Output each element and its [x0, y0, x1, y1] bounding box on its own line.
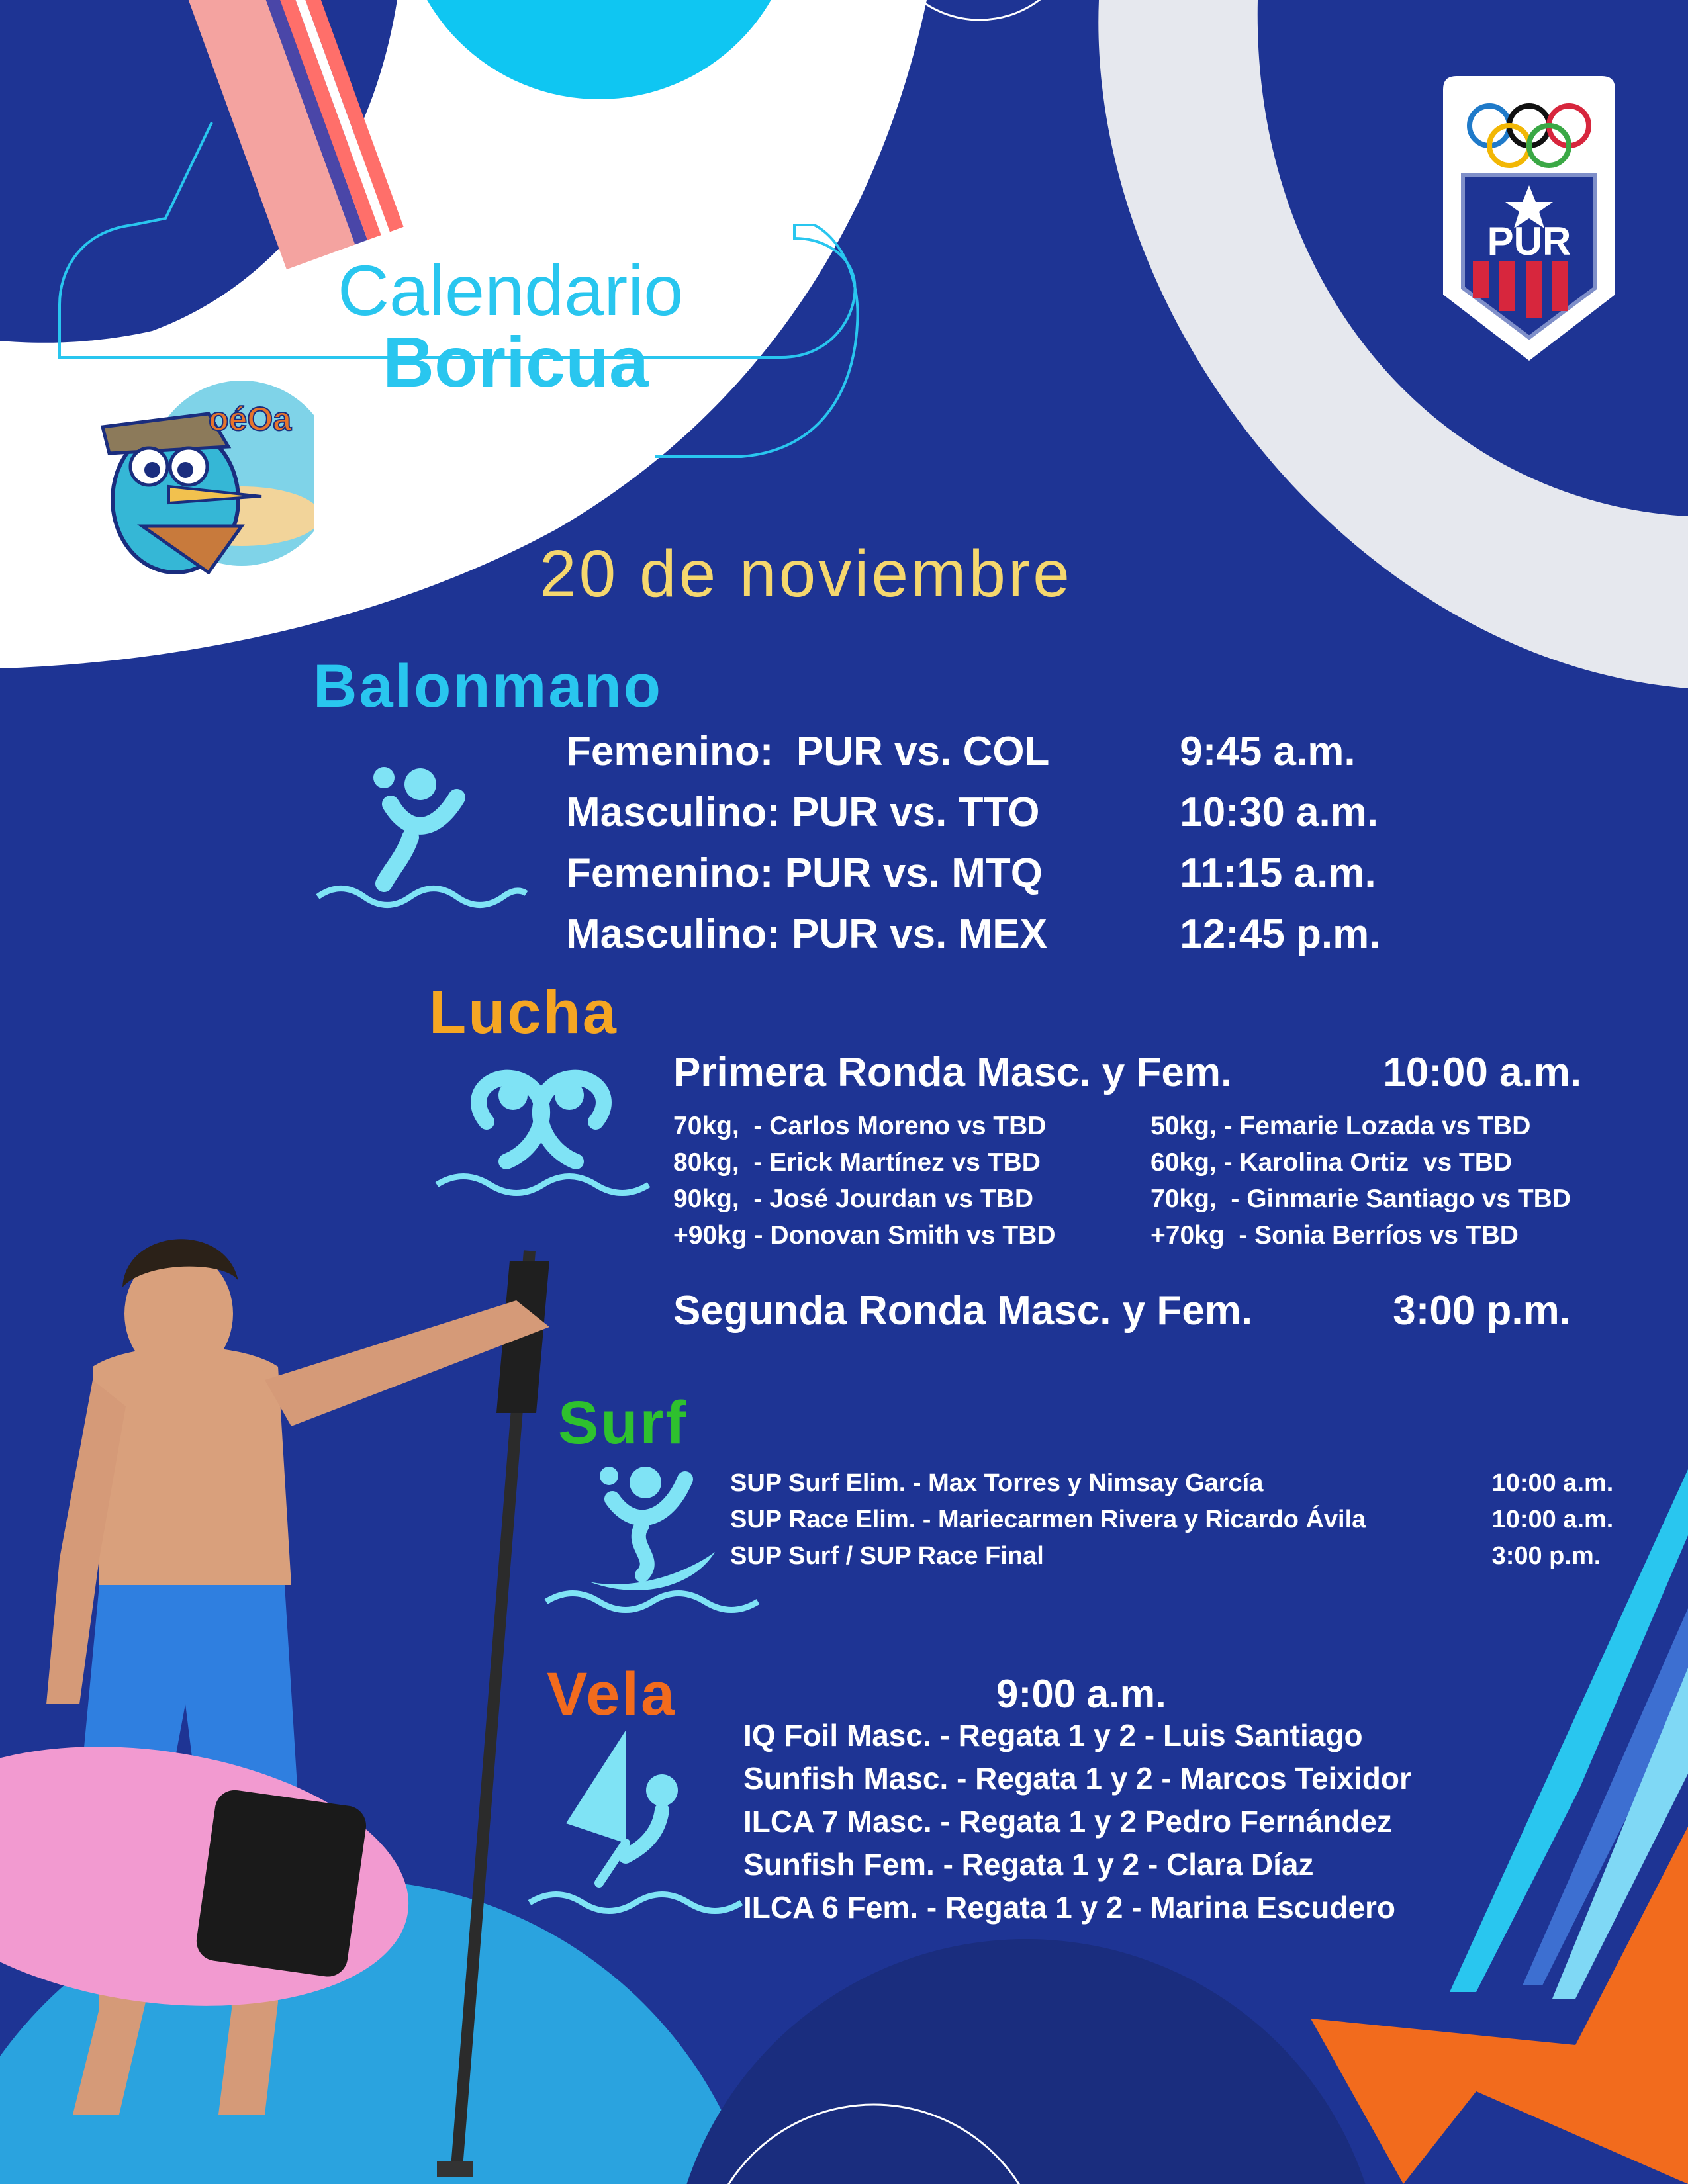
surf-icon: [543, 1459, 761, 1618]
event-time: 3:00 p.m.: [1491, 1542, 1601, 1570]
list-item: +90kg - Donovan Smith vs TBD: [673, 1221, 1056, 1250]
round-time: 10:00 a.m.: [1383, 1050, 1582, 1095]
schedule-row: [566, 728, 1380, 789]
svg-text:oéOa: oéOa: [209, 400, 292, 437]
vela-time: 9:00 a.m.: [996, 1672, 1166, 1716]
lucha-women-list: [1150, 1112, 1640, 1257]
list-item: 70kg, - Ginmarie Santiago vs TBD: [1150, 1185, 1571, 1213]
list-item: 60kg, - Karolina Ortiz vs TBD: [1150, 1148, 1513, 1177]
match-label: Femenino: PUR vs. COL: [566, 729, 1050, 774]
schedule-row: [730, 1542, 1613, 1578]
badge-text: PUR: [1487, 219, 1571, 263]
schedule-row: [730, 1506, 1613, 1542]
balonmano-schedule: [566, 728, 1380, 972]
sailing-icon: [526, 1724, 745, 1923]
schedule-row: [566, 789, 1380, 850]
schedule-row: [566, 911, 1380, 972]
list-item: 70kg, - Carlos Moreno vs TBD: [673, 1112, 1047, 1140]
match-time: 9:45 a.m.: [1180, 729, 1356, 774]
title-line-2: Boricua: [383, 322, 649, 402]
lucha-round-2: [673, 1287, 1571, 1334]
list-item: 50kg, - Femarie Lozada vs TBD: [1150, 1112, 1531, 1140]
list-item: 80kg, - Erick Martínez vs TBD: [673, 1148, 1041, 1177]
lucha-men-list: [673, 1112, 1137, 1257]
list-item: IQ Foil Masc. - Regata 1 y 2 - Luis Santiago: [743, 1718, 1363, 1752]
olympic-committee-logo: [1443, 76, 1615, 361]
match-time: 10:30 a.m.: [1180, 790, 1379, 835]
event-label: SUP Surf / SUP Race Final: [730, 1542, 1044, 1570]
athlete-photo: [0, 1188, 583, 2184]
event-label: SUP Race Elim. - Mariecarmen Rivera y Ricardo Ávila: [730, 1506, 1366, 1533]
wrestling-icon: [434, 1062, 652, 1201]
round-time: 3:00 p.m.: [1393, 1288, 1571, 1334]
section-title-lucha: Lucha: [429, 979, 618, 1046]
handball-icon: [311, 764, 530, 917]
event-date: 20 de noviembre: [539, 537, 1072, 611]
match-label: Masculino: PUR vs. TTO: [566, 790, 1040, 835]
section-title-surf: Surf: [558, 1389, 688, 1457]
title-line-1: Calendario: [338, 250, 684, 330]
list-item: Sunfish Masc. - Regata 1 y 2 - Marcos Teixidor: [743, 1761, 1411, 1796]
section-title-vela: Vela: [547, 1661, 677, 1728]
match-label: Masculino: PUR vs. MEX: [566, 911, 1047, 957]
event-label: SUP Surf Elim. - Max Torres y Nimsay García: [730, 1469, 1264, 1497]
schedule-row: [730, 1469, 1613, 1506]
match-label: Femenino: PUR vs. MTQ: [566, 850, 1043, 896]
list-item: ILCA 7 Masc. - Regata 1 y 2 Pedro Fernández: [743, 1804, 1392, 1839]
list-item: +70kg - Sonia Berríos vs TBD: [1150, 1221, 1519, 1250]
surf-schedule: [730, 1469, 1613, 1578]
page-title: [338, 250, 774, 402]
lucha-round-1: [673, 1049, 1581, 1096]
section-title-balonmano: Balonmano: [313, 653, 663, 720]
list-item: Sunfish Fem. - Regata 1 y 2 - Clara Díaz: [743, 1847, 1314, 1882]
round-label: Segunda Ronda Masc. y Fem.: [673, 1288, 1253, 1334]
match-time: 12:45 p.m.: [1180, 911, 1381, 957]
match-time: 11:15 a.m.: [1180, 850, 1376, 896]
list-item: 90kg, - José Jourdan vs TBD: [673, 1185, 1034, 1213]
schedule-row: [566, 850, 1380, 911]
list-item: ILCA 6 Fem. - Regata 1 y 2 - Marina Escudero: [743, 1890, 1396, 1925]
mascot-illustration: [63, 374, 314, 599]
event-time: 10:00 a.m.: [1491, 1506, 1614, 1533]
event-time: 10:00 a.m.: [1491, 1469, 1614, 1497]
round-label: Primera Ronda Masc. y Fem.: [673, 1050, 1233, 1095]
vela-events-list: [743, 1717, 1538, 1933]
